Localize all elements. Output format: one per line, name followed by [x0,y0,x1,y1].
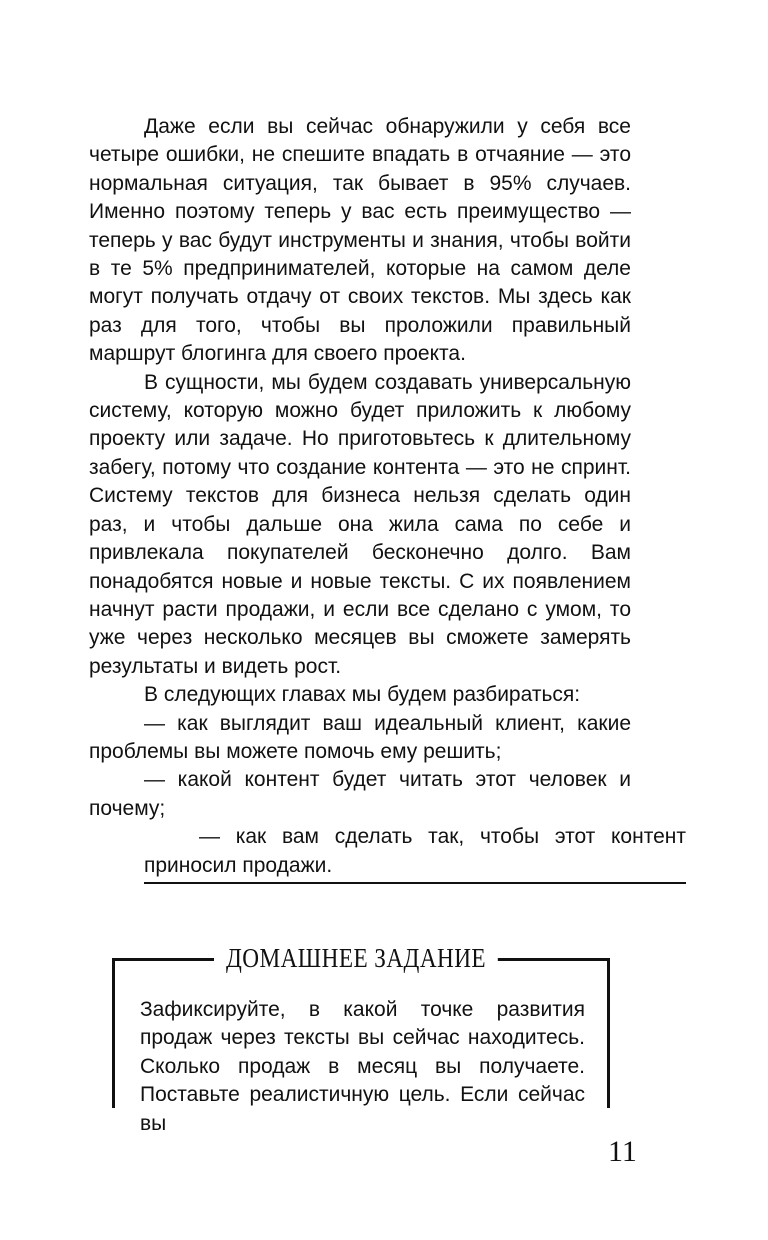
list-item: — какой контент будет читать этот человек и почему; [89,768,631,820]
main-text [89,113,686,884]
homework-title: ДОМАШНЕЕ ЗАДАНИЕ [214,940,498,976]
page-number: 11 [608,1135,637,1168]
homework-body [140,996,585,1138]
paragraph: В следующих главах мы будем разбираться: [144,683,581,707]
list-item: — как выглядит ваш идеальный клиент, какие проблемы вы можете помочь ему решить; [89,711,631,763]
paragraph: Даже если вы сейчас обнаружили у себя все четыре ошибки, не спешите впадать в отчаяние — это нормальная ситуация, так бывает в 95% случаев. Именно поэтому теперь у вас есть преимущество — теперь у вас будут инструменты и знания, чтобы войти в те 5% предпринимателей, которые на самом деле могут получать отдачу от своих текстов. Мы здесь как раз для того, чтобы вы проложили правильный маршрут блогинга для своего проекта. [89,115,631,366]
list-item [89,823,686,884]
paragraph: В сущности, мы будем создавать универсальную систему, которую можно будет приложить к любому проекту или задаче. Но приготовьтесь к длительному забегу, потому что создание контента — это не спринт. Систему текстов для бизнеса нельзя сделать один раз, и чтобы дальше она жила сама по себе и привлекала покупателей бесконечно долго. Вам понадобятся новые и новые тексты. С их появлением начнут расти продажи, и если все сделано с умом, то уже через несколько месяцев вы сможете замерять результаты и видеть рост. [89,370,631,678]
homework-text: Зафиксируйте, в какой точке развития продаж через тексты вы сейчас находитесь. Сколько продаж в месяц вы получаете. Поставьте реалистичную цель. Если сейчас вы [140,998,585,1135]
list-item-last: — как вам сделать так, чтобы этот контент приносил продажи. [144,823,686,884]
